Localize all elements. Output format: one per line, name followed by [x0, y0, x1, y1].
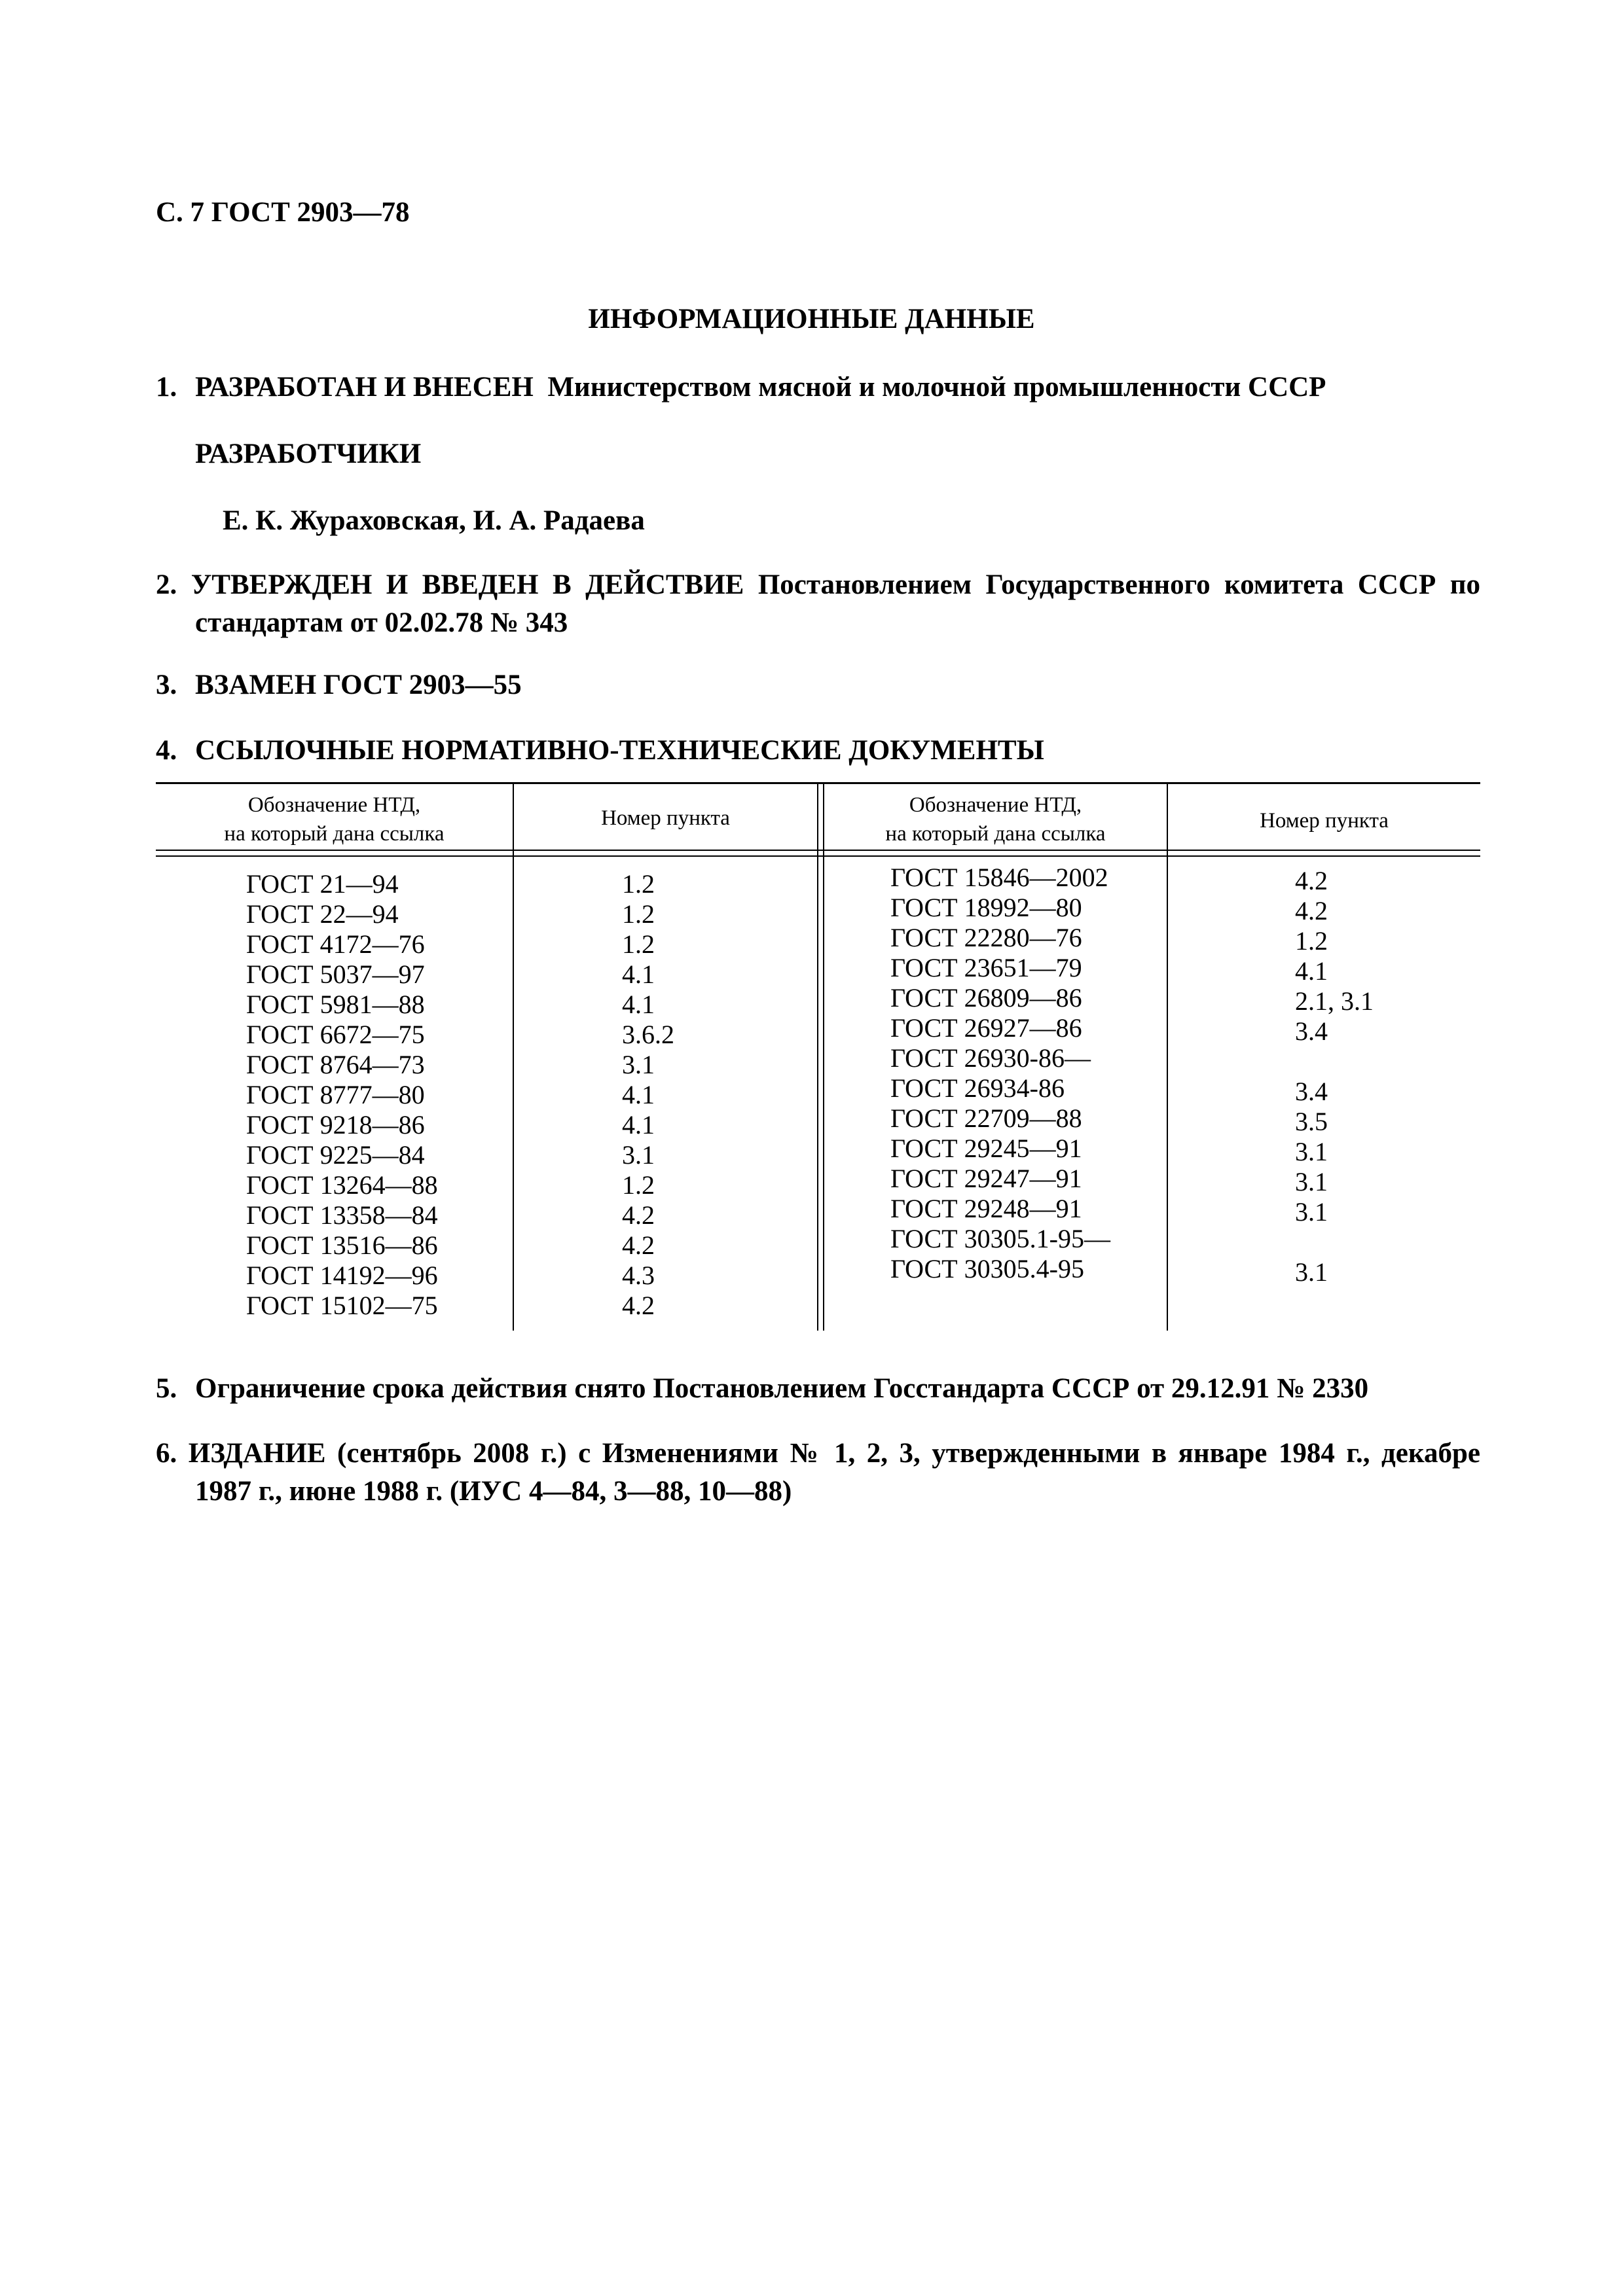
table-cell-doc: ГОСТ 13358—84	[246, 1200, 438, 1230]
table-cell-point: 3.1	[1295, 1137, 1328, 1166]
table-column-rule	[823, 784, 824, 1331]
item-line: стандартам от 02.02.78 № 343	[195, 607, 568, 638]
column-header-doc: Обозначение НТД, на который дана ссылка	[224, 793, 445, 846]
table-cell-point: 3.1	[622, 1050, 655, 1079]
item-2	[156, 566, 1480, 642]
item-1	[156, 368, 1326, 406]
table-cell-doc: ГОСТ 21—94	[246, 869, 399, 899]
table-cell-point: 4.2	[1295, 896, 1328, 925]
table-column-rule	[1167, 784, 1168, 1331]
table-cell-doc: ГОСТ 26930-86—	[890, 1043, 1091, 1073]
table-cell-doc: ГОСТ 13264—88	[246, 1170, 438, 1200]
table-cell-doc: ГОСТ 29247—91	[890, 1164, 1082, 1193]
item-lead: РАЗРАБОТАН И ВНЕСЕН	[195, 372, 534, 403]
table-cell-point: 4.1	[622, 1080, 655, 1109]
table-cell-doc: ГОСТ 23651—79	[890, 953, 1082, 982]
table-cell-point: 3.4	[1295, 1077, 1328, 1106]
table-cell-doc: ГОСТ 26809—86	[890, 983, 1082, 1013]
table-cell-doc: ГОСТ 14192—96	[246, 1261, 438, 1290]
column-header-point: Номер пункта	[1260, 809, 1389, 833]
table-cell-point: 4.2	[622, 1291, 655, 1320]
table-cell-point: 1.2	[622, 899, 655, 929]
table-cell-doc: ГОСТ 26934-86	[890, 1073, 1065, 1103]
table-cell-doc: ГОСТ 29245—91	[890, 1134, 1082, 1163]
document-title: ИНФОРМАЦИОННЫЕ ДАННЫЕ	[588, 304, 1035, 334]
table-cell-doc: ГОСТ 29248—91	[890, 1194, 1082, 1223]
table-cell-point: 4.1	[1295, 956, 1328, 986]
item-6	[156, 1435, 1480, 1511]
item-3: 3. ВЗАМЕН ГОСТ 2903—55	[156, 670, 522, 700]
table-cell-doc: ГОСТ 22709—88	[890, 1103, 1082, 1133]
table-cell-doc: ГОСТ 9225—84	[246, 1140, 425, 1170]
item-5: 5. Ограничение срока действия снято Постановлением Госстандарта СССР от 29.12.91 № 2330	[156, 1373, 1369, 1404]
table-cell-point: 1.2	[622, 869, 655, 899]
table-cell-doc: ГОСТ 26927—86	[890, 1013, 1082, 1043]
table-cell-doc: ГОСТ 15846—2002	[890, 863, 1108, 892]
item-line: 6. ИЗДАНИЕ (сентябрь 2008 г.) с Изменениями № 1, 2, 3, утвержденными в январе 1984 г., декабре	[156, 1438, 1481, 1469]
table-cell-point: 4.2	[622, 1200, 655, 1230]
table-cell-point: 3.1	[622, 1140, 655, 1170]
table-cell-doc: ГОСТ 8764—73	[246, 1050, 425, 1079]
table-cell-point: 3.5	[1295, 1107, 1328, 1136]
table-cell-doc: ГОСТ 5037—97	[246, 960, 425, 989]
table-cell-doc: ГОСТ 30305.1-95—	[890, 1224, 1110, 1253]
table-cell-doc: ГОСТ 13516—86	[246, 1230, 438, 1260]
table-cell-point: 4.3	[622, 1261, 655, 1290]
table-cell-point: 1.2	[622, 1170, 655, 1200]
item-line: 2. УТВЕРЖДЕН И ВВЕДЕН В ДЕЙСТВИЕ Постановлением Государственного комитета СССР по	[156, 569, 1481, 600]
table-cell-point: 4.1	[622, 990, 655, 1019]
table-cell-point: 1.2	[622, 929, 655, 959]
table-cell-doc: ГОСТ 30305.4-95	[890, 1254, 1084, 1283]
item-text: Министерством мясной и молочной промышленности СССР	[547, 372, 1326, 403]
table-cell-doc: ГОСТ 22280—76	[890, 923, 1082, 952]
table-cell-point: 3.6.2	[622, 1020, 674, 1049]
developers-names: Е. К. Жураховская, И. А. Радаева	[223, 505, 645, 536]
table-column-rule	[513, 784, 514, 1331]
table-cell-doc: ГОСТ 8777—80	[246, 1080, 425, 1109]
table-cell-point: 3.1	[1295, 1197, 1328, 1227]
table-cell-point: 1.2	[1295, 926, 1328, 956]
table-cell-point: 4.1	[622, 1110, 655, 1139]
table-cell-point: 4.1	[622, 960, 655, 989]
table-cell-point: 3.1	[1295, 1167, 1328, 1196]
table-cell-doc: ГОСТ 15102—75	[246, 1291, 438, 1320]
table-cell-doc: ГОСТ 18992—80	[890, 893, 1082, 922]
table-cell-doc: ГОСТ 4172—76	[246, 929, 425, 959]
table-cell-doc: ГОСТ 5981—88	[246, 990, 425, 1019]
developers-heading: РАЗРАБОТЧИКИ	[195, 439, 422, 469]
item-4: 4. ССЫЛОЧНЫЕ НОРМАТИВНО-ТЕХНИЧЕСКИЕ ДОКУМЕНТЫ	[156, 735, 1044, 766]
column-header-doc: Обозначение НТД, на который дана ссылка	[885, 793, 1106, 846]
item-line: 1987 г., июне 1988 г. (ИУС 4—84, 3—88, 10—88)	[195, 1476, 792, 1507]
table-cell-point: 4.2	[622, 1230, 655, 1260]
table-cell-point: 3.4	[1295, 1016, 1328, 1046]
table-cell-point: 4.2	[1295, 866, 1328, 895]
item-number: 1.	[156, 372, 177, 403]
table-cell-point: 3.1	[1295, 1257, 1328, 1287]
column-header-point: Номер пункта	[601, 806, 730, 830]
table-cell-doc: ГОСТ 6672—75	[246, 1020, 425, 1049]
table-cell-doc: ГОСТ 9218—86	[246, 1110, 425, 1139]
page-header: С. 7 ГОСТ 2903—78	[156, 197, 410, 228]
table-column-rule	[817, 784, 818, 1331]
table-cell-point: 2.1, 3.1	[1295, 986, 1374, 1016]
table-cell-doc: ГОСТ 22—94	[246, 899, 399, 929]
